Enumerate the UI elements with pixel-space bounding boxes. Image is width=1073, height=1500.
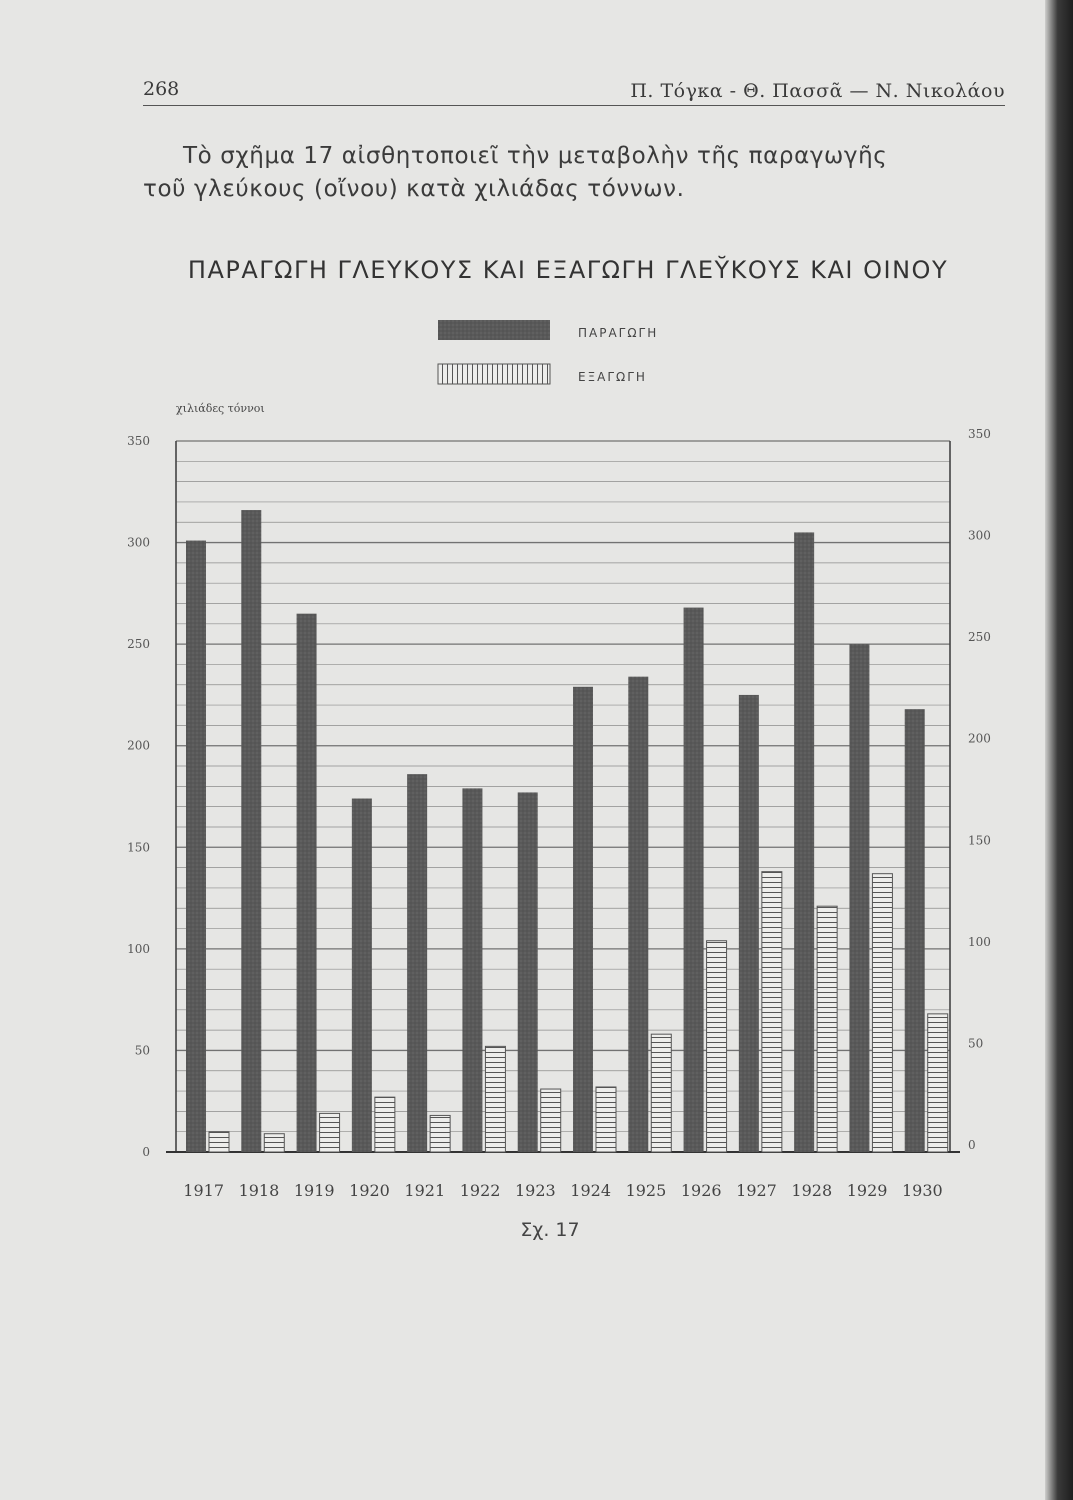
- bar-export-1919: [320, 1113, 340, 1152]
- legend-swatch-production: [438, 320, 550, 340]
- legend-label-export: ΕΞΑΓΩΓΗ: [578, 370, 647, 384]
- bar-export-1920: [375, 1097, 395, 1152]
- x-axis-labels: [183, 1181, 942, 1200]
- y-tick-right-350: 350: [968, 427, 991, 441]
- bar-production-1918: [241, 510, 261, 1152]
- y-ticks-left: [127, 434, 150, 1159]
- bar-production-1929: [849, 644, 869, 1152]
- bar-export-1917: [209, 1132, 229, 1152]
- intro-line-1: Τὸ σχῆμα 17 αἰσθητοποιεῖ τὴν μεταβολὴν τῆς παραγωγῆς: [183, 143, 888, 169]
- bar-export-1924: [596, 1087, 616, 1152]
- page-number: 268: [143, 78, 180, 100]
- y-tick-left-300: 300: [127, 535, 150, 550]
- figure-caption: Σχ. 17: [520, 1219, 580, 1241]
- y-tick-left-150: 150: [127, 840, 150, 855]
- bars: [186, 510, 948, 1152]
- x-tick-label-1925: 1925: [625, 1181, 667, 1200]
- bar-production-1925: [628, 677, 648, 1152]
- bar-export-1927: [762, 872, 782, 1152]
- running-head-authors: Π. Τόγκα - Θ. Πασσᾶ — Ν. Νικολάου: [630, 80, 1005, 102]
- grid: [166, 441, 960, 1152]
- x-tick-label-1922: 1922: [459, 1181, 501, 1200]
- bar-production-1922: [462, 788, 482, 1152]
- y-tick-left-250: 250: [127, 637, 150, 652]
- x-tick-label-1929: 1929: [846, 1181, 888, 1200]
- x-tick-label-1918: 1918: [238, 1181, 280, 1200]
- bar-export-1921: [430, 1115, 450, 1152]
- y-ticks-right: [968, 427, 991, 1152]
- bar-export-1926: [707, 941, 727, 1152]
- bar-export-1928: [817, 906, 837, 1152]
- y-tick-left-0: 0: [142, 1145, 150, 1159]
- bar-production-1928: [794, 532, 814, 1152]
- y-tick-right-0: 0: [968, 1138, 976, 1152]
- y-tick-left-200: 200: [127, 738, 150, 753]
- y-tick-left-100: 100: [127, 941, 150, 956]
- y-tick-right-100: 100: [968, 934, 991, 949]
- bar-export-1923: [541, 1089, 561, 1152]
- legend: [438, 320, 658, 384]
- bar-production-1919: [297, 614, 317, 1152]
- chart-title: ΠΑΡΑΓΩΓΗ ΓΛΕΥΚΟΥΣ ΚΑΙ ΕΞΑΓΩΓΗ ΓΛΕῨΚΟΥΣ ΚΑΙ ΟΙΝΟΥ: [187, 256, 949, 284]
- legend-swatch-export: [438, 364, 550, 384]
- y-tick-right-50: 50: [968, 1036, 984, 1051]
- bar-export-1922: [485, 1046, 505, 1152]
- bar-production-1921: [407, 774, 427, 1152]
- x-tick-label-1920: 1920: [349, 1181, 390, 1200]
- bar-production-1927: [739, 695, 759, 1152]
- y-axis-unit-label: χιλιάδες τόννοι: [176, 402, 265, 415]
- bar-production-1917: [186, 541, 206, 1152]
- bar-production-1923: [518, 792, 538, 1152]
- y-tick-right-200: 200: [968, 731, 991, 746]
- x-tick-label-1926: 1926: [680, 1181, 722, 1200]
- bar-export-1930: [928, 1014, 948, 1152]
- x-tick-label-1921: 1921: [404, 1181, 446, 1200]
- y-tick-left-50: 50: [134, 1043, 150, 1058]
- x-tick-label-1928: 1928: [791, 1181, 833, 1200]
- intro-line-2: τοῦ γλεύκους (οἴνου) κατὰ χιλιάδας τόννων.: [143, 176, 685, 202]
- legend-label-production: ΠΑΡΑΓΩΓΗ: [578, 326, 659, 340]
- x-tick-label-1917: 1917: [183, 1181, 225, 1200]
- bar-export-1929: [872, 874, 892, 1152]
- y-tick-right-150: 150: [968, 833, 991, 848]
- bar-export-1925: [651, 1034, 671, 1152]
- bar-export-1918: [264, 1134, 284, 1152]
- x-tick-label-1930: 1930: [901, 1181, 943, 1200]
- x-tick-label-1923: 1923: [514, 1181, 556, 1200]
- x-tick-label-1924: 1924: [570, 1181, 612, 1200]
- bar-production-1924: [573, 687, 593, 1152]
- bar-production-1930: [905, 709, 925, 1152]
- y-tick-right-300: 300: [968, 528, 991, 543]
- bar-production-1920: [352, 799, 372, 1152]
- y-tick-left-350: 350: [127, 434, 150, 448]
- x-tick-label-1919: 1919: [293, 1181, 335, 1200]
- x-tick-label-1927: 1927: [736, 1181, 777, 1200]
- y-tick-right-250: 250: [968, 630, 991, 645]
- bar-production-1926: [684, 608, 704, 1152]
